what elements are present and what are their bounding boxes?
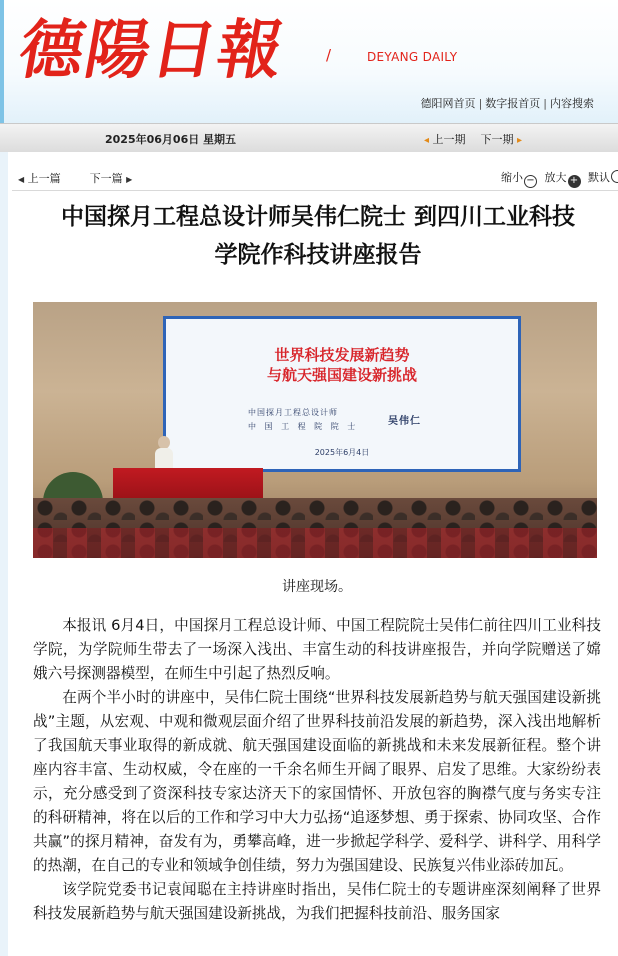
zoom-in-button[interactable]: 放大 [544,171,567,184]
top-links [421,95,594,111]
screen-speaker-title-1: 中国探月工程总设计师 [248,408,338,417]
newspaper-logo[interactable]: 德陽日報 [13,13,291,88]
content-search-link[interactable]: 内容搜索 [550,97,594,110]
font-size-controls [501,169,618,188]
plus-circle-icon[interactable]: + [568,175,581,188]
masthead-edge [0,0,4,123]
prev-article-link[interactable]: 上一篇 [27,172,61,185]
left-arrow-icon: ◂ [424,135,430,146]
next-article-link[interactable]: 下一篇 [89,172,123,185]
headline-line-1: 中国探月工程总设计师吴伟仁院士 到四川工业科技 [60,204,575,230]
photo-caption: 讲座现场。 [282,579,352,595]
speaker-figure [155,448,173,470]
right-triangle-icon: ▶ [126,175,133,184]
article-headline [18,198,618,274]
article-navigation [18,170,132,186]
zoom-out-button[interactable]: 缩小 [501,171,523,184]
screen-date: 2025年6月4日 [314,448,370,457]
home-link[interactable]: 德阳网首页 [420,97,476,110]
audience-seats [33,528,597,558]
digital-paper-home-link[interactable]: 数字报首页 [485,97,541,110]
link-separator: | [478,97,483,110]
screen-title-line-2: 与航天强国建设新挑战 [266,366,417,384]
link-separator: | [543,97,547,110]
issue-navigation [424,131,522,147]
minus-circle-icon[interactable]: − [524,175,537,188]
article-body [33,614,601,926]
article-paragraph: 该学院党委书记袁闻聪在主持讲座时指出，吴伟仁院士的专题讲座深刻阐释了世界科技发展新趋势与航天强国建设新挑战，为我们把握科技前沿、服务国家 [33,881,601,922]
brand-english-name: DEYANG DAILY [367,50,458,64]
left-triangle-icon: ◀ [18,175,25,184]
article-toolbar [12,166,618,191]
masthead [0,0,618,123]
headline-line-2: 学院作科技讲座报告 [214,242,422,268]
article-paragraph: 本报讯 6月4日，中国探月工程总设计师、中国工程院院士吴伟仁前往四川工业科技学院，为学院师生带去了一场深入浅出、丰富生动的科技讲座报告，并向学院赠送了嫦娥六号探测器模型，在师生中引起了热烈反响。 [33,617,601,682]
screen-title-line-1: 世界科技发展新趋势 [274,346,410,364]
date-bar [0,123,618,153]
article-frame [0,152,618,956]
brand-separator: / [326,46,332,64]
article-paragraph: 在两个半小时的讲座中，吴伟仁院士围绕“世界科技发展新趋势与航天强国建设新挑战”主题，从宏观、中观和微观层面介绍了世界科技前沿发展的新趋势，深入浅出地解析了我国航天事业取得的新成就、航天强国建设面临的新挑战和未来发展新征程。整个讲座内容丰富、生动权威，令在座的一千余名师生开阔了眼界、启发了思维。大家纷纷表示，充分感受到了资深科技专家达济天下的家国情怀、开放包容的胸襟气度与务实专注的科研精神，将在以后的工作和学习中大力弘扬“追逐梦想、勇于探索、协同攻坚、合作共赢”的探月精神，奋发有为，勇攀高峰，进一步掀起学科学、爱科学、讲科学、用科学的热潮，在自己的专业和领域争创佳绩，努力为强国建设、民族复兴伟业添砖加瓦。 [33,689,601,874]
issue-date: 2025年06月06日 星期五 [105,133,237,146]
zoom-default-button[interactable]: 默认 [588,171,610,184]
screen-speaker-title-2: 中 国 工 程 院 院 士 [248,422,359,431]
prev-issue-link[interactable]: 上一期 [432,133,466,146]
screen-title [166,345,518,385]
screen-speaker-name: 吴伟仁 [388,416,421,427]
article-photo [33,302,597,558]
projection-screen [163,316,521,472]
right-arrow-icon: ▸ [517,135,523,146]
reset-circle-icon[interactable] [611,170,618,183]
next-issue-link[interactable]: 下一期 [480,133,514,146]
